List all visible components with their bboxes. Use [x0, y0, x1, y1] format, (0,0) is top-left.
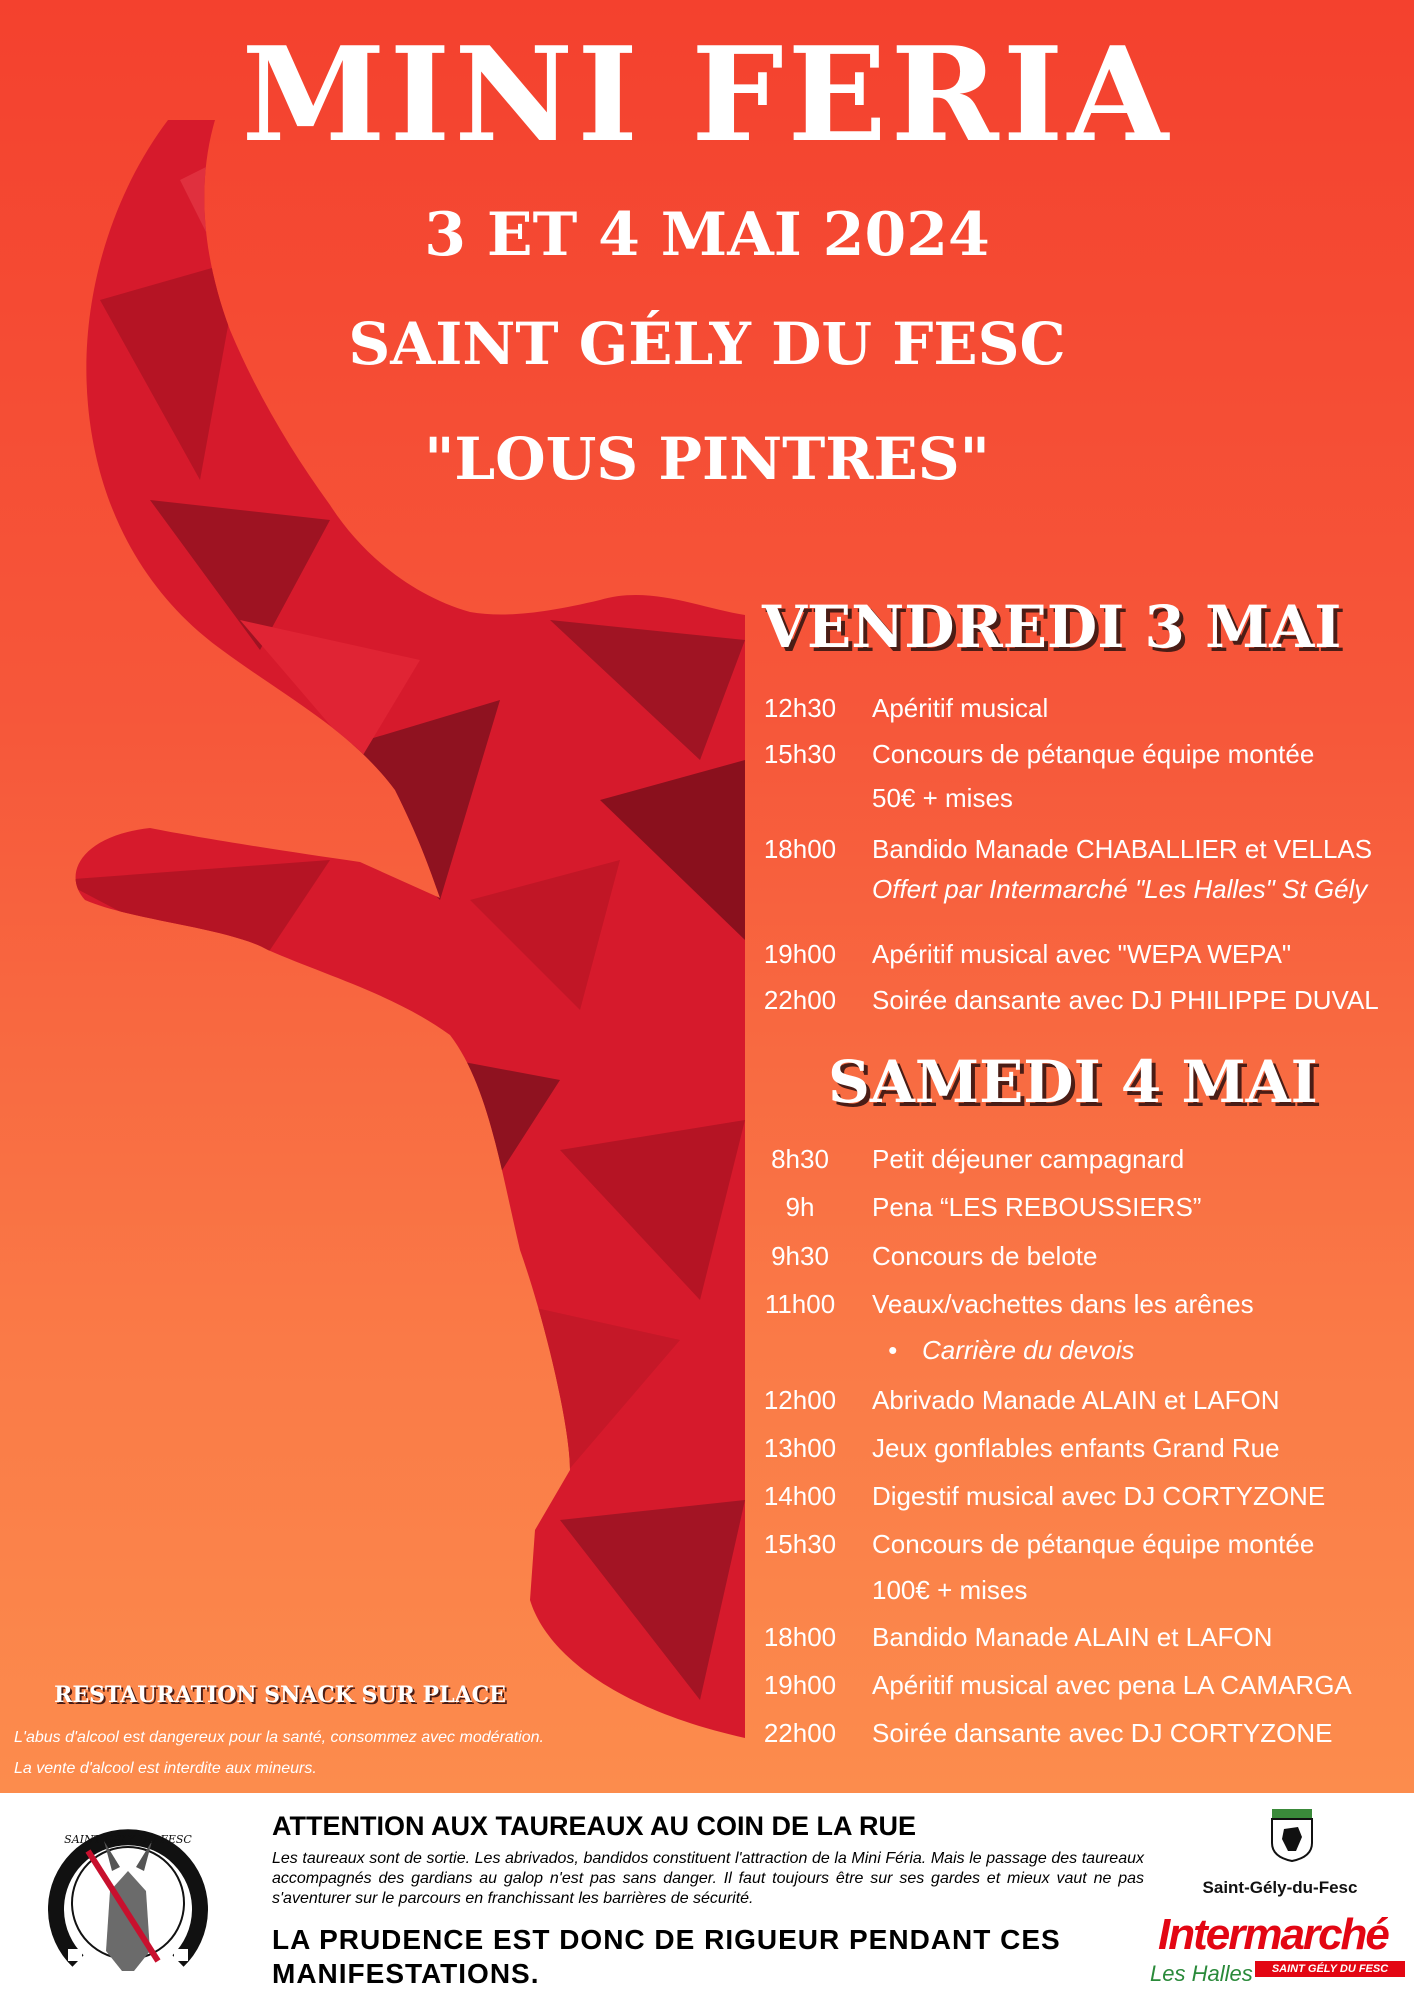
event-time: 12h00 [763, 1385, 837, 1415]
town-coat-of-arms-icon [1270, 1807, 1314, 1863]
event-time: 18h00 [763, 1622, 837, 1652]
event-time: 11h00 [764, 1289, 836, 1319]
event-activity: 50€ + mises [872, 783, 1013, 813]
event-time: 15h30 [763, 1529, 837, 1559]
friday-heading: VENDREDI 3 MAI [762, 593, 1342, 661]
event-activity: Jeux gonflables enfants Grand Rue [872, 1433, 1280, 1463]
event-time: 15h30 [763, 739, 837, 769]
intermarche-location: SAINT GÉLY DU FESC [1255, 1961, 1405, 1977]
event-activity: Digestif musical avec DJ CORTYZONE [872, 1481, 1326, 1511]
event-time: 14h00 [763, 1481, 837, 1511]
event-town: SAINT GÉLY DU FESC [348, 310, 1066, 378]
event-time: 9h30 [771, 1241, 829, 1271]
event-time: 22h00 [763, 1718, 837, 1748]
event-activity: Offert par Intermarché "Les Halles" St Gély [872, 874, 1368, 904]
event-activity: Petit déjeuner campagnard [872, 1144, 1185, 1174]
event-activity: Concours de belote [872, 1241, 1098, 1271]
event-activity: Concours de pétanque équipe montée [872, 1529, 1315, 1559]
event-activity: Soirée dansante avec DJ PHILIPPE DUVAL [872, 985, 1379, 1015]
event-activity: 100€ + mises [872, 1575, 1028, 1605]
event-activity: Veaux/vachettes dans les arênes [872, 1289, 1254, 1319]
footer [0, 1793, 1414, 2000]
alcohol-warning: L'abus d'alcool est dangereux pour la santé, consommez avec modération. [14, 1729, 544, 1746]
event-activity: Concours de pétanque équipe montée [872, 739, 1315, 769]
event-dates: 3 ET 4 MAI 2024 [424, 200, 990, 270]
saturday-heading: SAMEDI 4 MAI [828, 1048, 1318, 1116]
event-organizer: "LOUS PINTRES" [424, 425, 990, 493]
event-time: 22h00 [763, 985, 837, 1015]
event-activity: Bandido Manade ALAIN et LAFON [872, 1622, 1273, 1652]
warning-final: LA PRUDENCE EST DONC DE RIGUEUR PENDANT CES MANIFESTATIONS. [272, 1924, 1061, 1989]
town-logo-label: Saint-Gély-du-Fesc [1202, 1878, 1358, 1897]
event-activity: Pena “LES REBOUSSIERS” [872, 1192, 1202, 1222]
event-activity: Soirée dansante avec DJ CORTYZONE [872, 1718, 1333, 1748]
event-time: 8h30 [771, 1144, 829, 1174]
event-time: 12h30 [763, 693, 837, 723]
event-activity: Bandido Manade CHABALLIER et VELLAS [872, 834, 1373, 864]
event-time: 18h00 [763, 834, 837, 864]
event-activity: • Carrière du devois [922, 1327, 1134, 1373]
intermarche-subtitle: Les Halles [1150, 1961, 1253, 1986]
intermarche-logo: Intermarché [1158, 1910, 1388, 1959]
event-time: 19h00 [763, 1670, 837, 1700]
event-activity: Apéritif musical avec "WEPA WEPA" [872, 939, 1292, 969]
poster-title: MINI FERIA [241, 18, 1173, 171]
warning-title: ATTENTION AUX TAUREAUX AU COIN DE LA RUE [272, 1811, 916, 1841]
event-activity: Apéritif musical [872, 693, 1049, 723]
snack-notice: RESTAURATION SNACK SUR PLACE [54, 1682, 506, 1708]
event-time: 19h00 [763, 939, 837, 969]
event-activity: Abrivado Manade ALAIN et LAFON [872, 1385, 1280, 1415]
warning-body: Les taureaux sont de sortie. Les abrivados, bandidos constituent l'attraction de la Mini Féria. Mais le passage des taureaux accompagnés des gardians au galop n'est pas sans danger. Il faut toujours être sur ses gardes et mieux vaut ne pas s'aventurer sur le parcours en franchissant les barrières de sécurité. [272, 1850, 1144, 1907]
event-time: 9h [785, 1192, 815, 1222]
minors-warning: La vente d'alcool est interdite aux mineurs. [14, 1760, 317, 1777]
club-logo-text: SAINT GÉLY DU FESC [64, 1833, 192, 1846]
club-logo [38, 1811, 218, 1986]
event-time: 13h00 [763, 1433, 837, 1463]
event-activity: Apéritif musical avec pena LA CAMARGA [872, 1670, 1352, 1700]
